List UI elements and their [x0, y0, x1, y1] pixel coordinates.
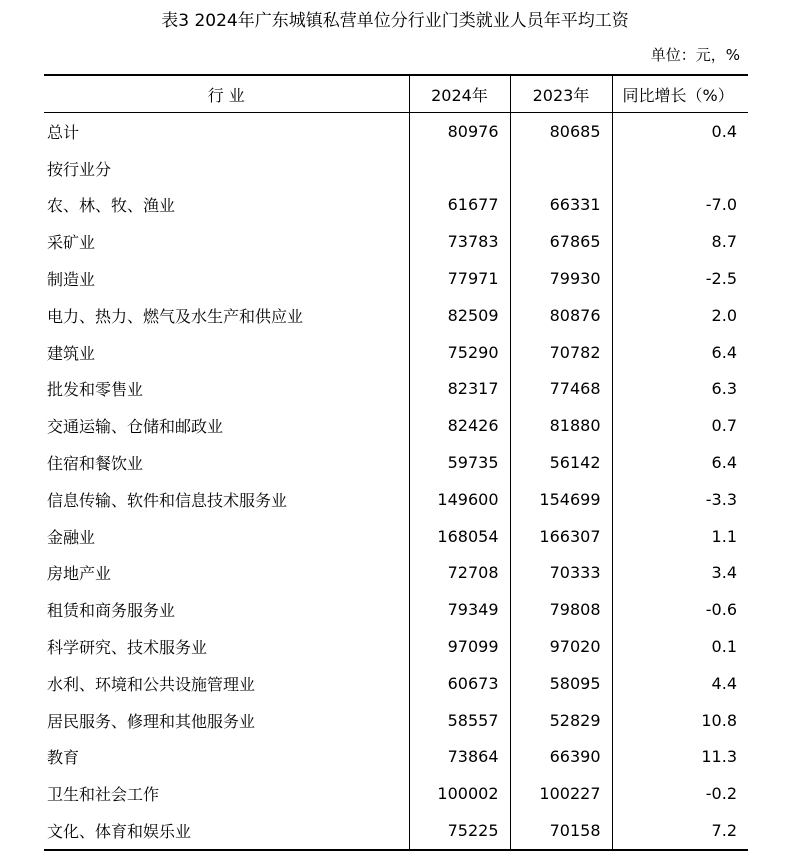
cell-industry: 金融业: [47, 527, 96, 547]
cell-2023: 79808: [510, 591, 612, 628]
table-row: [44, 591, 748, 628]
cell-2023: 66331: [510, 187, 612, 224]
cell-growth: 11.3: [612, 739, 748, 776]
cell-growth: -2.5: [612, 260, 748, 297]
table-row: [44, 481, 748, 518]
header-2023: 2023年: [510, 75, 612, 113]
cell-2024: 72708: [409, 555, 510, 592]
cell-2024: 77971: [409, 260, 510, 297]
cell-2024: 75290: [409, 334, 510, 371]
table-row: [44, 187, 748, 224]
cell-industry: 居民服务、修理和其他服务业: [47, 711, 256, 731]
table-row: [44, 113, 748, 150]
cell-industry: 总计: [47, 122, 80, 142]
table-row: [44, 555, 748, 592]
cell-2024: [409, 150, 510, 187]
cell-growth: 6.4: [612, 444, 748, 481]
cell-2023: 70333: [510, 555, 612, 592]
cell-2023: 166307: [510, 518, 612, 555]
table-row: [44, 812, 748, 850]
cell-industry: 按行业分: [47, 159, 112, 179]
cell-2023: 79930: [510, 260, 612, 297]
table-row: [44, 407, 748, 444]
table-row: [44, 702, 748, 739]
cell-growth: -0.6: [612, 591, 748, 628]
cell-industry: 采矿业: [47, 233, 96, 253]
header-industry: 行 业: [207, 85, 245, 105]
table-row: [44, 297, 748, 334]
cell-2023: 52829: [510, 702, 612, 739]
cell-growth: 0.4: [612, 113, 748, 150]
cell-industry: 水利、环境和公共设施管理业: [47, 674, 256, 694]
table-row: [44, 150, 748, 187]
cell-2023: 67865: [510, 223, 612, 260]
cell-growth: 10.8: [612, 702, 748, 739]
cell-2023: 81880: [510, 407, 612, 444]
cell-growth: 1.1: [612, 518, 748, 555]
cell-growth: 7.2: [612, 812, 748, 850]
table-row: [44, 334, 748, 371]
cell-2023: 66390: [510, 739, 612, 776]
cell-2024: 82317: [409, 371, 510, 408]
cell-2023: 100227: [510, 775, 612, 812]
table-row: [44, 518, 748, 555]
cell-growth: 0.7: [612, 407, 748, 444]
cell-industry: 教育: [47, 748, 80, 768]
cell-2024: 79349: [409, 591, 510, 628]
cell-2024: 75225: [409, 812, 510, 850]
cell-industry: 科学研究、技术服务业: [47, 638, 208, 658]
cell-2024: 149600: [409, 481, 510, 518]
cell-growth: -3.3: [612, 481, 748, 518]
table-header-row: [44, 75, 748, 113]
cell-growth: [612, 150, 748, 187]
cell-industry: 房地产业: [47, 564, 112, 584]
cell-2023: 56142: [510, 444, 612, 481]
cell-industry: 农、林、牧、渔业: [47, 196, 176, 216]
cell-industry: 电力、热力、燃气及水生产和供应业: [47, 306, 304, 326]
cell-industry: 建筑业: [47, 343, 96, 363]
table-row: [44, 628, 748, 665]
cell-growth: 2.0: [612, 297, 748, 334]
cell-growth: 0.1: [612, 628, 748, 665]
cell-2024: 73783: [409, 223, 510, 260]
cell-growth: 4.4: [612, 665, 748, 702]
cell-2024: 82509: [409, 297, 510, 334]
cell-growth: -7.0: [612, 187, 748, 224]
cell-2023: 70158: [510, 812, 612, 850]
cell-industry: 制造业: [47, 270, 96, 290]
table-row: [44, 775, 748, 812]
cell-industry: 交通运输、仓储和邮政业: [47, 417, 224, 437]
cell-2024: 73864: [409, 739, 510, 776]
unit-note: 单位：元，%: [650, 46, 740, 64]
cell-industry: 批发和零售业: [47, 380, 144, 400]
cell-2023: 97020: [510, 628, 612, 665]
cell-2023: 58095: [510, 665, 612, 702]
cell-industry: 信息传输、软件和信息技术服务业: [47, 490, 288, 510]
cell-industry: 文化、体育和娱乐业: [47, 822, 192, 842]
table-body: [44, 113, 748, 850]
table-row: [44, 665, 748, 702]
cell-2024: 58557: [409, 702, 510, 739]
cell-2023: 154699: [510, 481, 612, 518]
cell-2024: 80976: [409, 113, 510, 150]
cell-growth: 8.7: [612, 223, 748, 260]
cell-2023: 70782: [510, 334, 612, 371]
cell-industry: 卫生和社会工作: [47, 785, 160, 805]
cell-2024: 168054: [409, 518, 510, 555]
table-row: [44, 260, 748, 297]
cell-2024: 82426: [409, 407, 510, 444]
cell-2024: 60673: [409, 665, 510, 702]
cell-growth: -0.2: [612, 775, 748, 812]
cell-2024: 61677: [409, 187, 510, 224]
page-title: 表3 2024年广东城镇私营单位分行业门类就业人员年平均工资: [161, 11, 629, 31]
table-row: [44, 223, 748, 260]
cell-2023: 80876: [510, 297, 612, 334]
cell-2023: 77468: [510, 371, 612, 408]
cell-industry: 租赁和商务服务业: [47, 601, 176, 621]
wage-table-container: [44, 74, 748, 851]
cell-growth: 6.3: [612, 371, 748, 408]
cell-growth: 6.4: [612, 334, 748, 371]
table-row: [44, 444, 748, 481]
wage-table: [44, 74, 748, 851]
cell-industry: 住宿和餐饮业: [47, 454, 144, 474]
table-row: [44, 371, 748, 408]
cell-2023: 80685: [510, 113, 612, 150]
table-row: [44, 739, 748, 776]
cell-2024: 59735: [409, 444, 510, 481]
cell-growth: 3.4: [612, 555, 748, 592]
cell-2023: [510, 150, 612, 187]
header-growth: 同比增长（%）: [612, 75, 748, 113]
cell-2024: 100002: [409, 775, 510, 812]
header-2024: 2024年: [409, 75, 510, 113]
cell-2024: 97099: [409, 628, 510, 665]
